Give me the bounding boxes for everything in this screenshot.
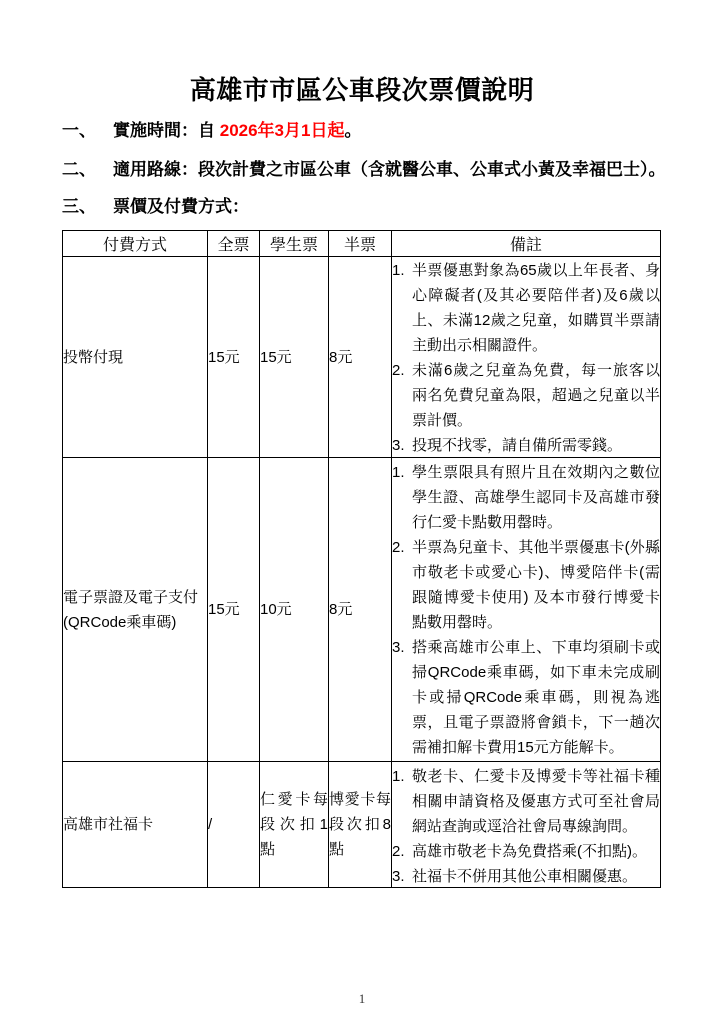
- cell-half-fare: 博愛卡每段次扣8點: [329, 762, 392, 888]
- section-number: 二、: [62, 160, 96, 179]
- remark-number: 1.: [392, 262, 405, 279]
- cell-payment-method: [63, 458, 208, 762]
- remark-number: 2.: [392, 538, 405, 556]
- remark-item: [392, 258, 660, 358]
- header-half-fare: 半票: [329, 231, 392, 257]
- cell-full-fare: /: [208, 762, 260, 888]
- remark-number: 1.: [392, 767, 405, 785]
- remark-text: 未滿6歲之兒童為免費，每一旅客以兩名免費兒童為限，超過之兒童以半票計價。: [412, 362, 660, 429]
- remark-text: 社福卡不併用其他公車相關優惠。: [412, 867, 638, 885]
- header-full-fare: 全票: [208, 231, 260, 257]
- cell-payment-method: [63, 762, 208, 888]
- remark-text: 半票優惠對象為65歲以上年長者、身心障礙者(及其必要陪伴者)及6歲以上、未滿12歲之兒童，如購買半票請主動出示相關證件。: [412, 262, 660, 354]
- effective-date-highlight: 2026年3月1日起: [219, 121, 345, 140]
- remark-item: [392, 635, 660, 760]
- cell-payment-method: [63, 257, 208, 458]
- cell-student-fare: 15元: [260, 257, 329, 458]
- cell-remarks: [392, 257, 661, 458]
- remark-text: 搭乘高雄市公車上、下車均須刷卡或掃QRCode乘車碼，如下車未完成刷卡或掃QRCode乘車碼，則視為逃票，且電子票證將會鎖卡，下一趟次需補扣解卡費用15元方能解卡。: [412, 638, 660, 756]
- payment-method-sublabel: (QRCode乘車碼): [63, 613, 177, 631]
- section-text: 適用路線：段次計費之市區公車（含就醫公車、公車式小黃及幸福巴士）。: [113, 160, 666, 179]
- remarks-list: [392, 764, 660, 886]
- remark-text: 高雄市敬老卡為免費搭乘(不扣點)。: [412, 842, 647, 860]
- remark-text: 學生票限具有照片且在效期內之數位學生證、高雄學生認同卡及高雄市發行仁愛卡點數用罄時。: [412, 463, 660, 531]
- header-remarks: 備註: [392, 231, 661, 257]
- section-applicable-routes: [62, 159, 712, 180]
- section-fares-and-payment: [62, 196, 712, 217]
- cell-remarks: [392, 762, 661, 888]
- remark-number: 2.: [392, 362, 405, 379]
- payment-method-label: 投幣付現: [63, 348, 124, 366]
- remark-number: 3.: [392, 437, 405, 454]
- remark-item: [392, 358, 660, 433]
- remark-text: 敬老卡、仁愛卡及博愛卡等社福卡種相關申請資格及優惠方式可至社會局網站查詢或逕洽社會局專線詢問。: [412, 767, 660, 835]
- remark-item: [392, 433, 660, 456]
- fare-table: [62, 230, 661, 888]
- section-number: 一、: [62, 121, 96, 140]
- cell-full-fare: 15元: [208, 257, 260, 458]
- remark-item: [392, 839, 660, 864]
- implementation-time-label: 實施時間：自: [113, 121, 220, 140]
- section-number: 三、: [62, 197, 96, 216]
- section-text: [113, 121, 361, 140]
- cell-full-fare: 15元: [208, 458, 260, 762]
- table-row-cash-payment: [63, 257, 661, 458]
- remark-item: [392, 535, 660, 635]
- table-row-electronic-payment: [63, 458, 661, 762]
- remark-number: 2.: [392, 842, 405, 860]
- section-text: 票價及付費方式：: [113, 197, 249, 216]
- payment-method-label: 高雄市社福卡: [63, 816, 154, 833]
- remark-text: 投現不找零，請自備所需零錢。: [412, 437, 623, 454]
- remark-item: [392, 460, 660, 535]
- cell-student-fare: 仁愛卡每段次扣1點: [260, 762, 329, 888]
- remark-item: [392, 764, 660, 839]
- page-number: 1: [358, 991, 366, 1006]
- cell-half-fare: 8元: [329, 257, 392, 458]
- cell-student-fare: 10元: [260, 458, 329, 762]
- remark-number: 3.: [392, 638, 405, 656]
- section-implementation-time: [62, 120, 712, 141]
- payment-method-label: 電子票證及電子支付: [63, 588, 199, 606]
- header-payment-method: 付費方式: [63, 231, 208, 257]
- remark-item: [392, 864, 660, 886]
- cell-half-fare: 8元: [329, 458, 392, 762]
- remark-number: 1.: [392, 463, 405, 481]
- remarks-list: [392, 258, 660, 456]
- table-header-row: [63, 231, 661, 257]
- remarks-list: [392, 460, 660, 760]
- page-title: 高雄市市區公車段次票價說明: [189, 75, 535, 105]
- sentence-period: 。: [344, 121, 362, 140]
- remark-number: 3.: [392, 867, 405, 885]
- header-student-fare: 學生票: [260, 231, 329, 257]
- table-row-social-welfare-card: [63, 762, 661, 888]
- remark-text: 半票為兒童卡、其他半票優惠卡(外縣市敬老卡或愛心卡)、博愛陪伴卡(需跟隨博愛卡使用) 及本市發行博愛卡點數用罄時。: [412, 538, 660, 631]
- cell-remarks: [392, 458, 661, 762]
